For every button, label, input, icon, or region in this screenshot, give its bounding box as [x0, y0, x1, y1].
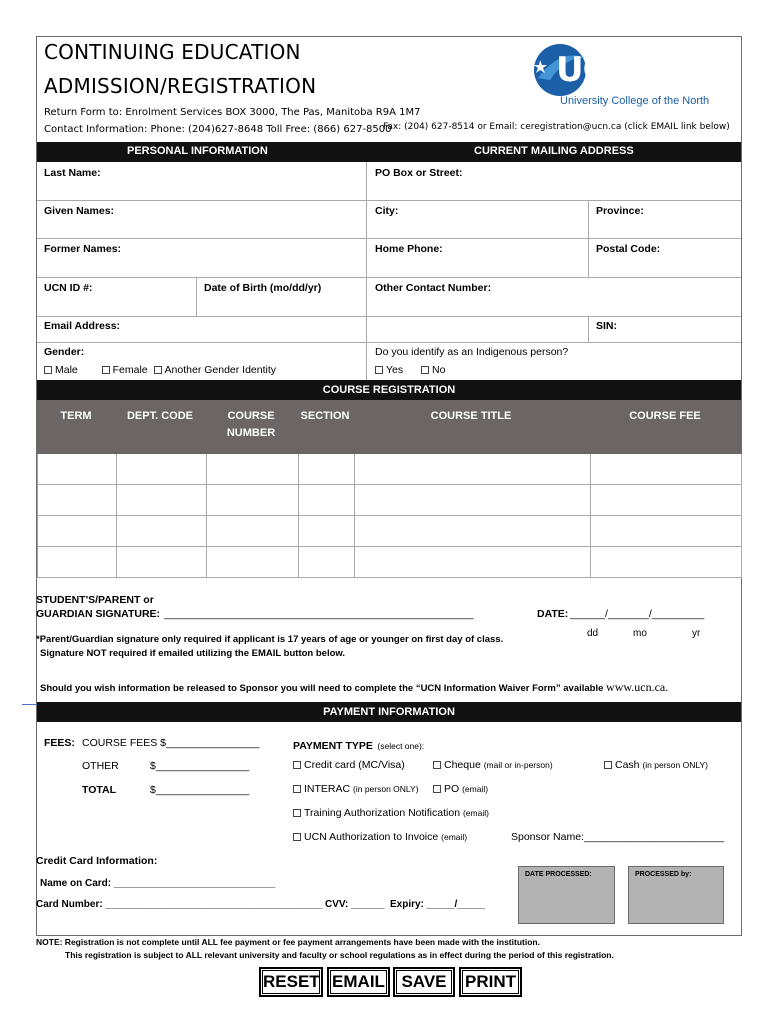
cash-label: Cash [615, 759, 640, 771]
signature-label-line1: STUDENT'S/PARENT or [36, 594, 154, 606]
ucn-logo [530, 40, 730, 112]
print-button-label: PRINT [462, 970, 519, 994]
table-col-line [741, 454, 742, 578]
male-checkbox[interactable] [44, 366, 52, 374]
column-divider [366, 162, 367, 380]
date-line[interactable]: ______/_______/_________ [570, 608, 705, 620]
cvv-field[interactable]: CVV: ______ [325, 899, 385, 910]
table-col-line [590, 454, 591, 578]
male-label: Male [55, 364, 78, 376]
col-course-number-line2: NUMBER [226, 427, 276, 439]
interac-note: (in person ONLY) [353, 784, 419, 794]
email-signature-note: Signature NOT required if emailed utilizing the EMAIL button below. [40, 648, 346, 659]
select-one-note: (select one): [377, 741, 425, 751]
payment-type-label: PAYMENT TYPE [293, 740, 373, 752]
table-row-line [38, 515, 742, 516]
ucn-auth-label: UCN Authorization to Invoice [304, 831, 439, 843]
email-button-label: EMAIL [330, 970, 387, 994]
cash-option [604, 759, 708, 771]
course-registration-heading: COURSE REGISTRATION [37, 380, 741, 400]
table-row-line [38, 546, 742, 547]
training-option [293, 807, 489, 819]
row-line [37, 200, 741, 201]
sin-label: SIN: [596, 320, 617, 332]
reset-button-label: RESET [262, 970, 320, 994]
card-number-field[interactable]: Card Number: _______________________________________ [36, 899, 323, 910]
row-line [37, 316, 741, 317]
date-yr: yr [692, 628, 701, 639]
course-fees-field[interactable]: COURSE FEES $________________ [82, 737, 260, 749]
another-gender-label: Another Gender Identity [164, 364, 277, 376]
ucn-auth-note: (email) [441, 832, 468, 842]
table-row-line [38, 484, 742, 485]
email-button[interactable] [327, 967, 390, 997]
col-course-number [205, 410, 297, 439]
yes-label: Yes [386, 364, 404, 376]
row-line [37, 238, 741, 239]
row-line [37, 277, 741, 278]
processed-by-box [628, 866, 724, 924]
training-label: Training Authorization Notification [304, 807, 461, 819]
interac-option [293, 783, 419, 795]
dob-divider [196, 278, 197, 316]
col-course-title: COURSE TITLE [430, 410, 512, 422]
return-address: Return Form to: Enrolment Services BOX 3000, The Pas, Manitoba R9A 1M7 [44, 107, 421, 118]
save-button[interactable] [393, 967, 455, 997]
date-dd: dd [587, 628, 599, 639]
personal-info-heading: PERSONAL INFORMATION [127, 145, 268, 157]
save-button-label: SAVE [396, 970, 452, 994]
former-names-label: Former Names: [44, 243, 122, 255]
date-label: DATE: [537, 608, 569, 620]
cheque-checkbox[interactable] [433, 761, 441, 769]
cash-checkbox[interactable] [604, 761, 612, 769]
fax-info: Fax: (204) 627-8514 or Email: ceregistration@ucn.ca (click EMAIL link below) [383, 122, 730, 132]
payment-type [293, 736, 424, 754]
processed-by-label: PROCESSED by: [635, 871, 692, 878]
table-col-line [116, 454, 117, 578]
col-term: TERM [60, 410, 92, 422]
gender-options [44, 364, 276, 376]
email-address-label: Email Address: [44, 320, 121, 332]
col-course-fee: COURSE FEE [629, 410, 701, 422]
no-label: No [431, 364, 446, 376]
training-note: (email) [462, 808, 489, 818]
other-label: OTHER [82, 760, 119, 772]
col-section: SECTION [300, 410, 350, 422]
credit-card-option [293, 759, 405, 771]
postal-code-label: Postal Code: [596, 243, 661, 255]
date-processed-label: DATE PROCESSED: [525, 871, 592, 878]
form-title-line2: ADMISSION/REGISTRATION [44, 74, 317, 98]
logo-caption: University College of the North [560, 95, 710, 107]
ucn-auth-option [293, 831, 467, 843]
col-dept-code: DEPT. CODE [126, 410, 193, 422]
table-col-line [206, 454, 207, 578]
fees-label: FEES: [44, 737, 75, 749]
payment-info-heading: PAYMENT INFORMATION [37, 702, 741, 722]
gender-label: Gender: [44, 346, 85, 358]
ucn-id-label: UCN ID #: [44, 282, 93, 294]
female-checkbox[interactable] [102, 366, 110, 374]
interac-label: INTERAC [304, 783, 351, 795]
indigenous-question: Do you identify as an Indigenous person? [375, 346, 569, 358]
province-label: Province: [596, 205, 644, 217]
name-on-card-field[interactable]: Name on Card: _____________________________ [40, 878, 276, 889]
date-processed-box [518, 866, 615, 924]
col-course-number-line1: COURSE [227, 410, 275, 422]
credit-card-info-label: Credit Card Information: [36, 855, 158, 867]
training-checkbox[interactable] [293, 809, 301, 817]
given-names-label: Given Names: [44, 205, 115, 217]
total-field[interactable]: $________________ [150, 784, 250, 796]
po-note: (email) [462, 784, 489, 794]
interac-checkbox[interactable] [293, 785, 301, 793]
cheque-option [433, 759, 553, 771]
sponsor-note [40, 680, 668, 695]
city-label: City: [375, 205, 399, 217]
dob-label: Date of Birth (mo/dd/yr) [204, 282, 322, 294]
mailing-address-heading: CURRENT MAILING ADDRESS [474, 145, 634, 157]
sponsor-name-field[interactable]: Sponsor Name:________________________ [511, 831, 725, 843]
other-field[interactable]: $________________ [150, 760, 250, 772]
course-table-body [37, 454, 741, 578]
ucn-website-link[interactable]: www.ucn.ca. [606, 680, 669, 694]
expiry-field[interactable]: Expiry: _____/_____ [390, 899, 486, 910]
other-contact-label: Other Contact Number: [375, 282, 492, 294]
po-checkbox[interactable] [433, 785, 441, 793]
parent-signature-note: *Parent/Guardian signature only required if applicant is 17 years of age or younger on first day of class. [36, 634, 504, 645]
province-divider [588, 200, 589, 278]
cheque-note: (mail or in-person) [483, 760, 553, 770]
last-name-label: Last Name: [44, 167, 101, 179]
table-row-line [38, 577, 742, 578]
credit-card-label: Credit card (MC/Visa) [304, 759, 405, 771]
registration-note: NOTE: Registration is not complete until ALL fee payment or fee payment arrangements have been made with the institution. [36, 937, 540, 947]
course-table-header [37, 400, 741, 454]
po-box-label: PO Box or Street: [375, 167, 463, 179]
cheque-label: Cheque [444, 759, 481, 771]
table-col-line [354, 454, 355, 578]
regulations-note: This registration is subject to ALL relevant university and faculty or school regulations as in effect during the period of this registration. [65, 950, 614, 960]
ucn-auth-checkbox[interactable] [293, 833, 301, 841]
sponsor-note-text: Should you wish information be released to Sponsor you will need to complete the “UCN Information Waiver Form” available [40, 683, 604, 694]
date-mo: mo [633, 628, 647, 639]
signature-line[interactable]: _____________________________________________________ [164, 608, 474, 620]
another-gender-checkbox[interactable] [154, 366, 162, 374]
reset-button[interactable] [259, 967, 323, 997]
po-option [433, 783, 488, 795]
po-label: PO [444, 783, 460, 795]
info-bar [37, 142, 741, 162]
table-col-line [298, 454, 299, 578]
no-checkbox[interactable] [421, 366, 429, 374]
home-phone-label: Home Phone: [375, 243, 443, 255]
contact-info: Contact Information: Phone: (204)627-8648 Toll Free: (866) 627-8500 [44, 124, 392, 135]
row-line [37, 342, 741, 343]
female-label: Female [112, 364, 148, 376]
logo-text: UCN [556, 50, 635, 90]
form-title-line1: CONTINUING EDUCATION [44, 40, 301, 64]
cash-note: (in person ONLY) [642, 760, 708, 770]
indigenous-options [375, 364, 445, 376]
sin-divider [588, 316, 589, 342]
credit-card-checkbox[interactable] [293, 761, 301, 769]
total-label: TOTAL [82, 784, 117, 796]
print-button[interactable] [459, 967, 522, 997]
signature-label-line2: GUARDIAN SIGNATURE: [36, 608, 161, 620]
yes-checkbox[interactable] [375, 366, 383, 374]
